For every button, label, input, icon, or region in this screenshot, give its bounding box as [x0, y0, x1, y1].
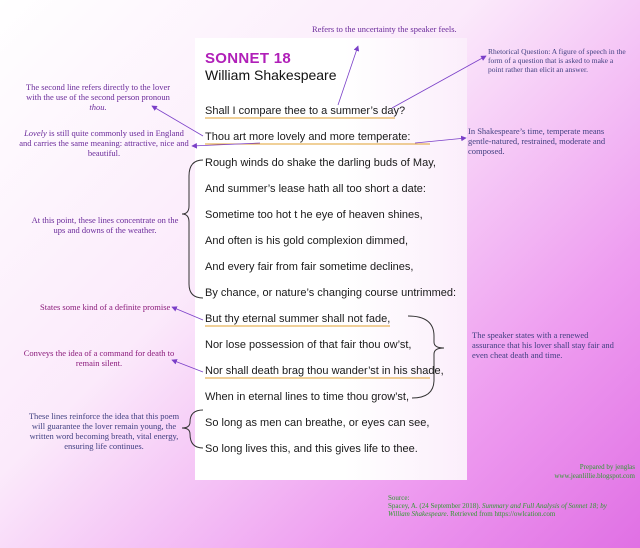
poem-line-5: Sometime too hot t he eye of heaven shines,	[205, 209, 423, 221]
note-command: Conveys the idea of a command for death to remain silent.	[23, 348, 175, 368]
note-reinforce: These lines reinforce the idea that this poem will guarantee the lover remain young, the written word becoming breath, vital energy, ensuring life continues.	[28, 411, 180, 451]
poem-line-1: Shall I compare thee to a summer’s day?	[205, 105, 406, 117]
note-lovely-italic: Lovely	[24, 128, 47, 138]
bracket-weather	[182, 160, 203, 298]
note-second-line-italic: thou.	[89, 102, 107, 112]
poem-line-12: When in eternal lines to time thou grow’st,	[205, 391, 410, 403]
bracket-assurance	[408, 316, 444, 398]
arrow-temperate	[415, 138, 466, 143]
poem-line-8: By chance, or nature’s changing course untrimmed:	[205, 287, 457, 299]
poem-line-9: But thy eternal summer shall not fade,	[205, 313, 391, 325]
arrow-promise	[172, 307, 203, 320]
poem-line-11: Nor shall death brag thou wander’st in his shade,	[205, 365, 444, 377]
poem-line-10: Nor lose possession of that fair thou ow’st,	[205, 339, 412, 351]
note-uncertainty: Refers to the uncertainty the speaker feels.	[312, 24, 457, 34]
poem-line-7: And every fair from fair sometime declines,	[205, 261, 414, 273]
poem-line-4: And summer’s lease hath all too short a date:	[205, 183, 426, 195]
poem-author: William Shakespeare	[205, 67, 337, 83]
note-assurance: The speaker states with a renewed assurance that his lover shall stay fair and even cheat death and time.	[472, 330, 614, 360]
credit-source-tail: . Retrieved from https://owlcation.com	[446, 510, 556, 518]
poem-title: SONNET 18	[205, 50, 292, 67]
poem-line-14: So long lives this, and this gives life to thee.	[205, 443, 418, 455]
poem-line-13: So long as men can breathe, or eyes can see,	[205, 417, 430, 429]
arrow-rhetorical	[392, 56, 486, 108]
note-weather: At this point, these lines concentrate on the ups and downs of the weather.	[31, 215, 179, 235]
credit-prepared-by: Prepared by jenglas	[579, 463, 635, 471]
note-rhetorical: Rhetorical Question: A figure of speech in the form of a question that is asked to make a point rather than elicit an answer.	[488, 47, 626, 74]
credit-source-author: Spacey, A. (24 September 2018).	[388, 502, 483, 510]
poem-line-6: And often is his gold complexion dimmed,	[205, 235, 408, 247]
note-temperate: In Shakespeare’s time, temperate means gentle-natured, restrained, moderate and composed.	[468, 126, 606, 156]
note-second-line-text: The second line refers directly to the lover with the use of the second person pronoun	[25, 82, 171, 102]
bracket-reinforce	[182, 410, 203, 448]
credit-source-title: Summary and Full Analysis of Sonnet 18; by William Shakespeare	[388, 502, 607, 518]
poem-line-3: Rough winds do shake the darling buds of May,	[205, 157, 436, 169]
credit-source-label: Source:	[388, 494, 410, 502]
arrow-uncertainty	[338, 46, 358, 105]
note-lovely-text: is still quite commonly used in England and carries the same meaning: attractive, nice and beautiful.	[19, 128, 189, 158]
poem-line-2: Thou art more lovely and more temperate:	[205, 131, 411, 143]
credit-site: www.jeanlillie.blogspot.com	[554, 472, 635, 480]
arrow-second-line	[152, 106, 203, 136]
note-promise: States some kind of a definite promise	[40, 302, 171, 312]
arrow-command	[172, 360, 203, 372]
